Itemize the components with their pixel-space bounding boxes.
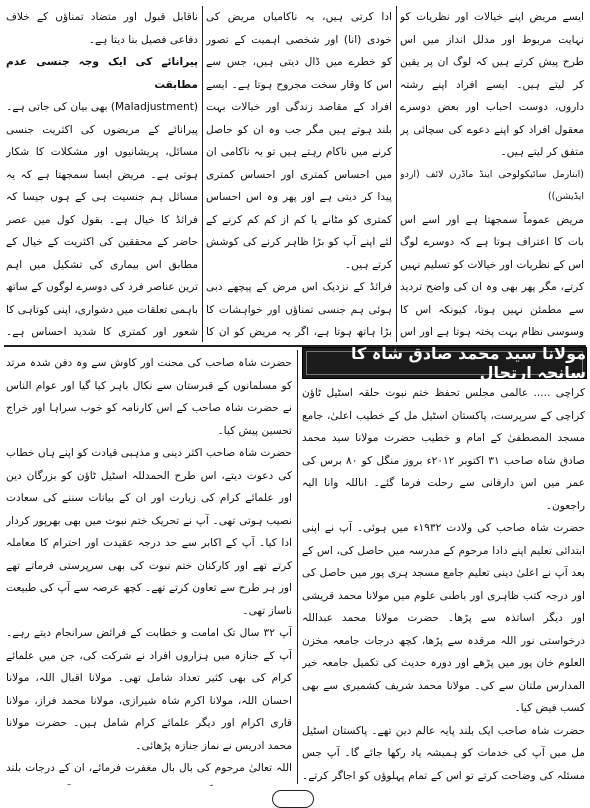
column-divider bbox=[396, 6, 397, 342]
section-heading: پیرانائے کی ایک وجہ جنسی عدم مطابقت bbox=[6, 56, 198, 91]
term-suffix: بھی بیان کی جاتی ہے۔ bbox=[6, 101, 108, 113]
paragraph: حضرت شاہ صاحب ایک بلند پایہ عالم دین تھے۔ پاکستان اسٹیل مل میں آپ کی خدمات کو ہمیشہ یاد رکھا جائے گا۔ آپ جس مسئلہ کی وضاحت کرتے تو اس کے تمام پہلوؤں کو اجاگر کرتے۔ bbox=[302, 724, 585, 782]
paragraph: اللہ تعالیٰ مرحوم کی بال بال مغفرت فرمائے، ان کے درجات بلند bbox=[6, 762, 292, 774]
bottom-left-column bbox=[6, 352, 292, 786]
paragraph: حضرت شاہ صاحب اکثر دینی و مذہبی قیادت کو اپنے ہاں خطاب کی دعوت دیتے، اس طرح الحمدللہ اسٹیل ٹاؤن کو بزرگان دین اور علمائے کرام کی زیارت اور ان کے بیانات سننے کی سعادت نصیب ہوتی تھی۔ آپ نے تحریک ختم نبوت میں بھی بھرپور کردار ادا کیا۔ آپ کے اکابر سے حد درجہ عقیدت اور احترام کا معاملہ کرتے تھے اور کارکنان ختم نبوت کی بھی سرپرستی فرماتے تھے اور ہر طرح سے تعاون کرتے تھے۔ کچھ عرصہ سے آپ کی طبیعت ناساز تھی۔ bbox=[6, 447, 292, 617]
paragraph: حضرت شاہ صاحب کی ولادت ۱۹۳۲ء میں ہوئی۔ آپ نے اپنی ابتدائی تعلیم اپنے دادا مرحوم کے مدرسہ میں حاصل کی، اس کے بعد آپ نے اعلیٰ دینی تعلیم جامع مسجد ہری پور میں حاصل کی اور درجہ کتب ظاہری اور باطنی علوم میں مولانا محمد قریشی اور دیگر اساتذہ سے پڑھا۔ حضرت مولانا محمد عبداللہ درخواستی نور اللہ مرقدہ سے پڑھا، کچھ درجات جامعہ مخزن العلوم خان پور میں پڑھے اور دورہ حدیث کی تکمیل جامعہ خیر المدارس ملتان سے کی۔ مولانا محمد شریف کشمیری سے بھی کسب فیض کیا۔ bbox=[302, 522, 585, 714]
column-divider bbox=[202, 6, 203, 342]
paragraph: کراچی ..... عالمی مجلس تحفظ ختم نبوت حلقہ اسٹیل ٹاؤن کراچی کے سرپرست، پاکستان اسٹیل مل کے خطیب اعلیٰ، جامع مسجد المصطفیٰ کے امام و خطیب حضرت مولانا سید محمد صادق شاہ صاحب ۳۱ اکتوبر ۲۰۱۲ء بروز منگل کو ۸۰ برس کی عمر میں اس دارفانی سے رحلت فرما گئے۔ اناللہ وانا الیہ راجعون۔ bbox=[302, 387, 585, 512]
paragraph: ایسے مریض اپنے خیالات اور نظریات کو نہایت مربوط اور مدلل انداز میں اس طرح پیش کرتے ہیں کہ لوگ ان پر یقین کر لیتے ہیں۔ ایسے افراد اپنے رشتہ داروں، دوست احباب اور بعض دوسرے معقول افراد کو اپنے دعوے کی سچائی پر متفق کر لیتے ہیں۔ bbox=[400, 11, 584, 158]
page-number-tab bbox=[272, 790, 314, 808]
paragraph: حضرت شاہ صاحب کی محنت اور کاوش سے وہ دفن شدہ مرتد کو مسلمانوں کے قبرستان سے نکال باہر کیا گیا اور عوام الناس نے حضرت شاہ صاحب کے اس کارنامہ کو خوب سراہا اور خراج تحسین پیش کیا۔ bbox=[6, 357, 292, 437]
english-term: (Maladjustment) bbox=[110, 101, 198, 113]
term-line bbox=[6, 96, 198, 119]
top-middle-column bbox=[206, 6, 392, 343]
paragraph: پیرانائے کے مریضوں کی اکثریت جنسی مسائل، پریشانیوں اور مشکلات کا شکار ہوتی ہے۔ مریض ایسا سمجھتا ہے کہ یہ مسائل ہم جنسیت ہی کے ہوں جیسا کہ فرائڈ کا خیال ہے۔ بقول کول مین عصر حاضر کے محققین کی اکثریت کے خیال کے مطابق اس بیماری کی تشکیل میں اہم ترین عناصر فرد کی دوسرے لوگوں کے ساتھ باہمی تعلقات میں دشواری، اپنی کوتاہی کا شعور اور کمتری کا شدید احساس ہے۔ bbox=[6, 123, 198, 338]
column-divider bbox=[297, 350, 298, 784]
paragraph: ناقابل قبول اور متضاد تمناؤں کے خلاف دفاعی فصیل بنا دیتا ہے۔ bbox=[6, 11, 198, 46]
paragraph: مریض عموماً سمجھتا ہے اور اسے اس بات کا اعتراف ہوتا ہے کہ دوسرے لوگ اس کے نظریات اور خیالات کو تسلیم نہیں کرتے، مگر پھر بھی وہ ان کی واضح تردید سے مطمئن نہیں ہوتا، کیونکہ اس کا وسوسی نظام بہت پختہ ہوتا ہے اور اس bbox=[400, 213, 584, 338]
citation: (ابنارمل سائیکولوجی اینڈ ماڈرن لائف (اردو ایڈیشن)) bbox=[400, 168, 584, 202]
obituary-title-banner bbox=[302, 344, 587, 382]
bottom-right-column bbox=[302, 382, 585, 784]
top-left-column bbox=[6, 6, 198, 343]
paragraph: آپ ۳۲ سال تک امامت و خطابت کے فرائض سرانجام دیتے رہے۔ آپ کے جنازہ میں ہزاروں افراد نے شرکت کی، جن میں علمائے کرام کی بھی کثیر تعداد شامل تھی۔ مولانا اقبال اللہ، مولانا احسان اللہ، مولانا اکرم شاہ شیرازی، مولانا محمد فراز، مولانا قاری اکرام اور دیگر علمائے کرام شامل ہیں۔ حضرت مولانا محمد ادریس نے نماز جنازہ پڑھائی۔ bbox=[6, 627, 292, 752]
paragraph: ادا کرتی ہیں، یہ ناکامیاں مریض کی خودی (انا) اور شخصی اہمیت کے تصور کو خطرے میں ڈال دیتی ہیں، جس سے اس کا وقار سخت مجروح ہوتا ہے۔ ایسے افراد کے مقاصد زندگی اور خیالات بہت بلند ہوتے ہیں مگر جب وہ ان کو حاصل کرنے میں ناکام رہتے ہیں تو یہ ناکامی ان میں احساس کمتری اور احساس کمتری پیدا کر دیتی ہے اور پھر وہ اس احساس کمتری کو مٹانے یا کم از کم کم کرنے کے لئے اپنے آپ کو بڑا ظاہر کرنے کی کوشش کرتے ہیں۔ bbox=[206, 11, 392, 271]
banner-title: مولانا سید محمد صادق شاہ کا سانحہ ارتحال bbox=[350, 344, 586, 382]
paragraph: فرائڈ کے نزدیک اس مرض کے پیچھے دبی ہوئی ہم جنسی تمناؤں اور خواہشات کا بڑا ہاتھ ہوتا ہے، اگر یہ مریض کو ان کا bbox=[206, 281, 392, 338]
top-right-column bbox=[400, 6, 584, 343]
